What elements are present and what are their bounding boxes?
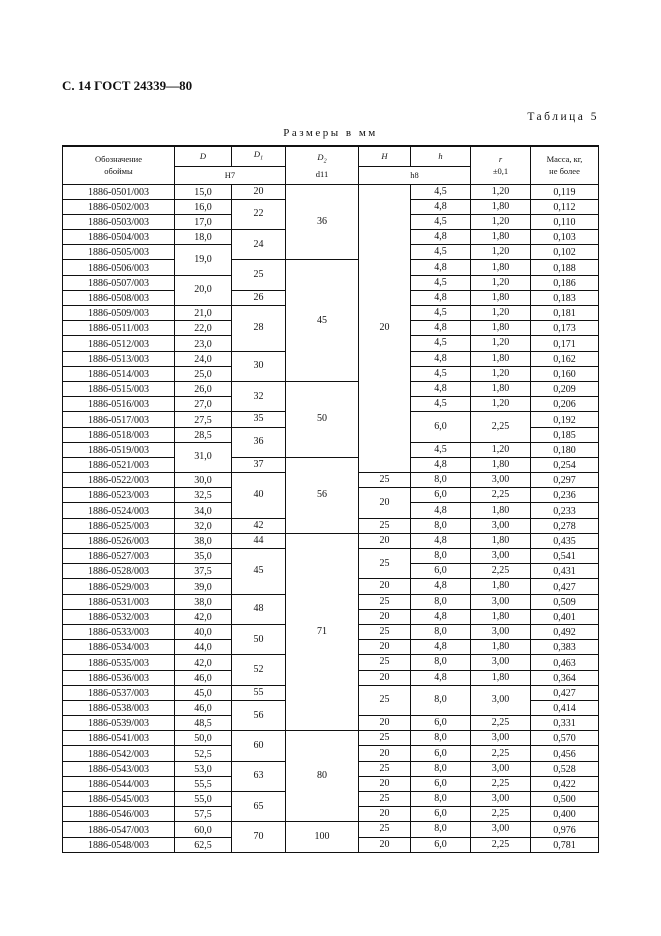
cell-des: 1886-0533/003 [63, 624, 175, 639]
cell-h: 4,8 [411, 579, 471, 594]
cell-des: 1886-0502/003 [63, 199, 175, 214]
cell-D1: 40 [232, 473, 286, 519]
header-D: D [175, 146, 232, 166]
cell-D1: 70 [232, 822, 286, 852]
cell-r: 1,80 [471, 640, 531, 655]
cell-h: 4,5 [411, 306, 471, 321]
cell-m: 0,162 [531, 351, 599, 366]
cell-D1: 22 [232, 199, 286, 229]
cell-m: 0,400 [531, 807, 599, 822]
cell-r: 3,00 [471, 761, 531, 776]
cell-m: 0,233 [531, 503, 599, 518]
cell-H: 20 [359, 716, 411, 731]
cell-H: 20 [359, 746, 411, 761]
cell-D2: 45 [286, 260, 359, 382]
cell-h: 8,0 [411, 518, 471, 533]
cell-D: 38,0 [175, 533, 232, 548]
cell-m: 0,570 [531, 731, 599, 746]
cell-des: 1886-0542/003 [63, 746, 175, 761]
cell-h: 6,0 [411, 488, 471, 503]
cell-r: 3,00 [471, 594, 531, 609]
cell-h: 4,5 [411, 245, 471, 260]
cell-des: 1886-0503/003 [63, 214, 175, 229]
cell-des: 1886-0508/003 [63, 290, 175, 305]
cell-r: 1,80 [471, 579, 531, 594]
cell-m: 0,110 [531, 214, 599, 229]
cell-des: 1886-0515/003 [63, 381, 175, 396]
cell-r: 2,25 [471, 837, 531, 852]
cell-D1: 50 [232, 624, 286, 654]
cell-r: 1,80 [471, 260, 531, 275]
cell-D1: 55 [232, 685, 286, 700]
cell-D: 35,0 [175, 549, 232, 564]
cell-r: 3,00 [471, 518, 531, 533]
cell-des: 1886-0531/003 [63, 594, 175, 609]
cell-D: 21,0 [175, 306, 232, 321]
cell-D: 18,0 [175, 230, 232, 245]
cell-des: 1886-0538/003 [63, 700, 175, 715]
cell-H: 20 [359, 609, 411, 624]
cell-m: 0,102 [531, 245, 599, 260]
cell-D: 32,0 [175, 518, 232, 533]
cell-h: 6,0 [411, 564, 471, 579]
cell-h: 6,0 [411, 807, 471, 822]
cell-m: 0,528 [531, 761, 599, 776]
cell-des: 1886-0547/003 [63, 822, 175, 837]
cell-h: 4,8 [411, 230, 471, 245]
cell-m: 0,414 [531, 700, 599, 715]
cell-des: 1886-0506/003 [63, 260, 175, 275]
cell-des: 1886-0532/003 [63, 609, 175, 624]
cell-r: 2,25 [471, 716, 531, 731]
cell-H: 20 [359, 579, 411, 594]
cell-r: 1,80 [471, 533, 531, 548]
cell-des: 1886-0521/003 [63, 457, 175, 472]
cell-D: 17,0 [175, 214, 232, 229]
cell-H: 20 [359, 488, 411, 518]
cell-D: 30,0 [175, 473, 232, 488]
cell-des: 1886-0544/003 [63, 776, 175, 791]
cell-m: 0,781 [531, 837, 599, 852]
cell-H: 25 [359, 594, 411, 609]
header-designation: Обозначение обоймы [63, 146, 175, 184]
cell-h: 4,5 [411, 336, 471, 351]
cell-m: 0,192 [531, 412, 599, 427]
cell-r: 3,00 [471, 549, 531, 564]
cell-r: 3,00 [471, 731, 531, 746]
cell-h: 4,8 [411, 457, 471, 472]
cell-D1: 35 [232, 412, 286, 427]
cell-D: 27,0 [175, 397, 232, 412]
cell-D: 19,0 [175, 245, 232, 275]
cell-des: 1886-0507/003 [63, 275, 175, 290]
cell-h: 4,5 [411, 442, 471, 457]
cell-H: 20 [359, 776, 411, 791]
cell-h: 6,0 [411, 412, 471, 442]
cell-m: 0,180 [531, 442, 599, 457]
cell-r: 1,20 [471, 214, 531, 229]
cell-m: 0,331 [531, 716, 599, 731]
cell-D: 42,0 [175, 655, 232, 670]
cell-D: 57,5 [175, 807, 232, 822]
header-H: H [359, 146, 411, 166]
cell-des: 1886-0519/003 [63, 442, 175, 457]
cell-D1: 26 [232, 290, 286, 305]
cell-D1: 25 [232, 260, 286, 290]
cell-D: 44,0 [175, 640, 232, 655]
cell-H: 25 [359, 792, 411, 807]
cell-m: 0,463 [531, 655, 599, 670]
cell-h: 4,5 [411, 366, 471, 381]
cell-m: 0,119 [531, 184, 599, 199]
cell-D: 48,5 [175, 716, 232, 731]
cell-h: 8,0 [411, 549, 471, 564]
cell-D: 55,0 [175, 792, 232, 807]
dimensions-table [62, 145, 599, 853]
cell-r: 1,80 [471, 321, 531, 336]
cell-r: 1,80 [471, 230, 531, 245]
cell-des: 1886-0512/003 [63, 336, 175, 351]
cell-h: 4,8 [411, 381, 471, 396]
cell-D: 22,0 [175, 321, 232, 336]
table-body [63, 184, 599, 852]
cell-des: 1886-0513/003 [63, 351, 175, 366]
cell-D1: 56 [232, 700, 286, 730]
cell-D: 28,5 [175, 427, 232, 442]
cell-D: 25,0 [175, 366, 232, 381]
cell-D2: 100 [286, 822, 359, 852]
cell-h: 4,5 [411, 275, 471, 290]
cell-m: 0,209 [531, 381, 599, 396]
cell-des: 1886-0543/003 [63, 761, 175, 776]
cell-H: 25 [359, 685, 411, 715]
cell-des: 1886-0541/003 [63, 731, 175, 746]
cell-D: 23,0 [175, 336, 232, 351]
cell-r: 3,00 [471, 822, 531, 837]
cell-D: 50,0 [175, 731, 232, 746]
cell-D1: 48 [232, 594, 286, 624]
cell-h: 4,8 [411, 290, 471, 305]
cell-h: 4,8 [411, 533, 471, 548]
cell-m: 0,181 [531, 306, 599, 321]
cell-r: 1,80 [471, 381, 531, 396]
cell-D: 42,0 [175, 609, 232, 624]
cell-des: 1886-0526/003 [63, 533, 175, 548]
cell-des: 1886-0534/003 [63, 640, 175, 655]
cell-r: 3,00 [471, 655, 531, 670]
cell-H: 20 [359, 670, 411, 685]
cell-h: 6,0 [411, 716, 471, 731]
cell-des: 1886-0505/003 [63, 245, 175, 260]
cell-D1: 24 [232, 230, 286, 260]
cell-D: 15,0 [175, 184, 232, 199]
cell-D1: 63 [232, 761, 286, 791]
cell-m: 0,236 [531, 488, 599, 503]
cell-r: 1,80 [471, 503, 531, 518]
cell-D1: 36 [232, 427, 286, 457]
cell-D: 16,0 [175, 199, 232, 214]
cell-D2: 56 [286, 457, 359, 533]
cell-H: 20 [359, 184, 411, 473]
cell-D1: 60 [232, 731, 286, 761]
cell-D2: 36 [286, 184, 359, 260]
table-row [63, 260, 599, 275]
cell-D1: 20 [232, 184, 286, 199]
cell-H: 25 [359, 731, 411, 746]
header-mass: Масса, кг, не более [531, 146, 599, 184]
header-h: h [411, 146, 471, 166]
cell-D2: 71 [286, 533, 359, 730]
cell-D1: 28 [232, 306, 286, 352]
cell-m: 0,509 [531, 594, 599, 609]
cell-r: 2,25 [471, 807, 531, 822]
cell-des: 1886-0537/003 [63, 685, 175, 700]
cell-D1: 42 [232, 518, 286, 533]
cell-des: 1886-0524/003 [63, 503, 175, 518]
cell-h: 4,8 [411, 670, 471, 685]
cell-D: 45,0 [175, 685, 232, 700]
cell-D2: 50 [286, 381, 359, 457]
header-D1: $D_1$ [232, 146, 286, 166]
cell-m: 0,456 [531, 746, 599, 761]
cell-m: 0,383 [531, 640, 599, 655]
cell-des: 1886-0501/003 [63, 184, 175, 199]
cell-D: 52,5 [175, 746, 232, 761]
cell-des: 1886-0517/003 [63, 412, 175, 427]
cell-des: 1886-0511/003 [63, 321, 175, 336]
sizes-caption: Размеры в мм [283, 127, 378, 139]
cell-des: 1886-0548/003 [63, 837, 175, 852]
cell-D: 53,0 [175, 761, 232, 776]
cell-h: 4,5 [411, 214, 471, 229]
cell-m: 0,112 [531, 199, 599, 214]
cell-H: 25 [359, 655, 411, 670]
cell-r: 1,80 [471, 670, 531, 685]
cell-h: 4,8 [411, 609, 471, 624]
cell-H: 25 [359, 624, 411, 639]
cell-m: 0,976 [531, 822, 599, 837]
page-header: С. 14 ГОСТ 24339—80 [62, 78, 193, 93]
cell-D: 55,5 [175, 776, 232, 791]
cell-des: 1886-0535/003 [63, 655, 175, 670]
cell-des: 1886-0545/003 [63, 792, 175, 807]
cell-m: 0,206 [531, 397, 599, 412]
cell-des: 1886-0504/003 [63, 230, 175, 245]
cell-des: 1886-0516/003 [63, 397, 175, 412]
cell-des: 1886-0525/003 [63, 518, 175, 533]
cell-D: 37,5 [175, 564, 232, 579]
cell-r: 1,20 [471, 275, 531, 290]
cell-des: 1886-0523/003 [63, 488, 175, 503]
cell-h: 8,0 [411, 655, 471, 670]
cell-r: 1,20 [471, 245, 531, 260]
table-row [63, 731, 599, 746]
cell-H: 25 [359, 761, 411, 776]
cell-des: 1886-0528/003 [63, 564, 175, 579]
cell-m: 0,103 [531, 230, 599, 245]
cell-D: 20,0 [175, 275, 232, 305]
cell-D: 60,0 [175, 822, 232, 837]
header-tol-H7: H7 [175, 166, 286, 184]
table-row [63, 822, 599, 837]
cell-des: 1886-0509/003 [63, 306, 175, 321]
cell-D: 40,0 [175, 624, 232, 639]
table-row [63, 533, 599, 548]
cell-m: 0,186 [531, 275, 599, 290]
cell-h: 8,0 [411, 473, 471, 488]
cell-r: 2,25 [471, 564, 531, 579]
cell-m: 0,160 [531, 366, 599, 381]
cell-H: 25 [359, 822, 411, 837]
cell-D1: 37 [232, 457, 286, 472]
header-r: r ±0,1 [471, 146, 531, 184]
cell-D: 39,0 [175, 579, 232, 594]
cell-r: 3,00 [471, 624, 531, 639]
cell-D1: 32 [232, 381, 286, 411]
cell-m: 0,492 [531, 624, 599, 639]
cell-m: 0,500 [531, 792, 599, 807]
cell-D: 31,0 [175, 442, 232, 472]
cell-D1: 44 [232, 533, 286, 548]
cell-H: 25 [359, 473, 411, 488]
table-row [63, 381, 599, 396]
cell-m: 0,188 [531, 260, 599, 275]
cell-H: 25 [359, 518, 411, 533]
cell-des: 1886-0536/003 [63, 670, 175, 685]
cell-r: 2,25 [471, 412, 531, 442]
cell-m: 0,173 [531, 321, 599, 336]
cell-h: 4,8 [411, 640, 471, 655]
cell-r: 1,20 [471, 442, 531, 457]
cell-r: 1,80 [471, 457, 531, 472]
cell-des: 1886-0527/003 [63, 549, 175, 564]
cell-r: 1,20 [471, 184, 531, 199]
cell-D: 46,0 [175, 700, 232, 715]
cell-r: 1,80 [471, 609, 531, 624]
cell-H: 20 [359, 533, 411, 548]
cell-D1: 52 [232, 655, 286, 685]
cell-des: 1886-0522/003 [63, 473, 175, 488]
cell-m: 0,297 [531, 473, 599, 488]
cell-m: 0,435 [531, 533, 599, 548]
cell-r: 1,80 [471, 199, 531, 214]
cell-m: 0,422 [531, 776, 599, 791]
cell-h: 4,8 [411, 199, 471, 214]
cell-m: 0,364 [531, 670, 599, 685]
cell-m: 0,171 [531, 336, 599, 351]
cell-h: 6,0 [411, 837, 471, 852]
cell-h: 8,0 [411, 792, 471, 807]
cell-m: 0,183 [531, 290, 599, 305]
cell-m: 0,431 [531, 564, 599, 579]
cell-des: 1886-0546/003 [63, 807, 175, 822]
cell-m: 0,254 [531, 457, 599, 472]
cell-r: 2,25 [471, 776, 531, 791]
cell-m: 0,278 [531, 518, 599, 533]
cell-r: 2,25 [471, 746, 531, 761]
cell-D1: 45 [232, 549, 286, 595]
table-name: Таблица 5 [527, 111, 599, 123]
cell-h: 6,0 [411, 746, 471, 761]
cell-r: 1,80 [471, 351, 531, 366]
cell-h: 8,0 [411, 594, 471, 609]
cell-h: 8,0 [411, 822, 471, 837]
cell-r: 1,20 [471, 366, 531, 381]
cell-h: 6,0 [411, 776, 471, 791]
cell-h: 4,8 [411, 503, 471, 518]
cell-r: 3,00 [471, 685, 531, 715]
cell-D: 34,0 [175, 503, 232, 518]
cell-D2: 80 [286, 731, 359, 822]
cell-H: 25 [359, 549, 411, 579]
cell-D: 46,0 [175, 670, 232, 685]
cell-des: 1886-0518/003 [63, 427, 175, 442]
cell-D: 26,0 [175, 381, 232, 396]
header-D2: $D_2$ d11 [286, 146, 359, 184]
cell-r: 1,20 [471, 336, 531, 351]
cell-h: 8,0 [411, 731, 471, 746]
cell-des: 1886-0514/003 [63, 366, 175, 381]
cell-h: 8,0 [411, 761, 471, 776]
cell-des: 1886-0529/003 [63, 579, 175, 594]
cell-r: 3,00 [471, 792, 531, 807]
cell-r: 1,20 [471, 306, 531, 321]
cell-r: 1,80 [471, 290, 531, 305]
cell-D1: 65 [232, 792, 286, 822]
table-row [63, 184, 599, 199]
cell-D: 62,5 [175, 837, 232, 852]
header-tol-h8: h8 [359, 166, 471, 184]
cell-r: 2,25 [471, 488, 531, 503]
cell-D: 38,0 [175, 594, 232, 609]
cell-m: 0,427 [531, 685, 599, 700]
cell-h: 4,8 [411, 260, 471, 275]
cell-D: 32,5 [175, 488, 232, 503]
cell-h: 4,5 [411, 184, 471, 199]
cell-des: 1886-0539/003 [63, 716, 175, 731]
cell-h: 4,8 [411, 351, 471, 366]
cell-h: 4,8 [411, 321, 471, 336]
cell-m: 0,541 [531, 549, 599, 564]
cell-h: 4,5 [411, 397, 471, 412]
cell-D1: 30 [232, 351, 286, 381]
cell-D: 27,5 [175, 412, 232, 427]
cell-H: 20 [359, 640, 411, 655]
cell-h: 8,0 [411, 624, 471, 639]
cell-m: 0,427 [531, 579, 599, 594]
cell-r: 1,20 [471, 397, 531, 412]
cell-H: 20 [359, 807, 411, 822]
cell-m: 0,401 [531, 609, 599, 624]
cell-r: 3,00 [471, 473, 531, 488]
table-row [63, 457, 599, 472]
cell-m: 0,185 [531, 427, 599, 442]
cell-H: 20 [359, 837, 411, 852]
cell-D: 24,0 [175, 351, 232, 366]
cell-h: 8,0 [411, 685, 471, 715]
